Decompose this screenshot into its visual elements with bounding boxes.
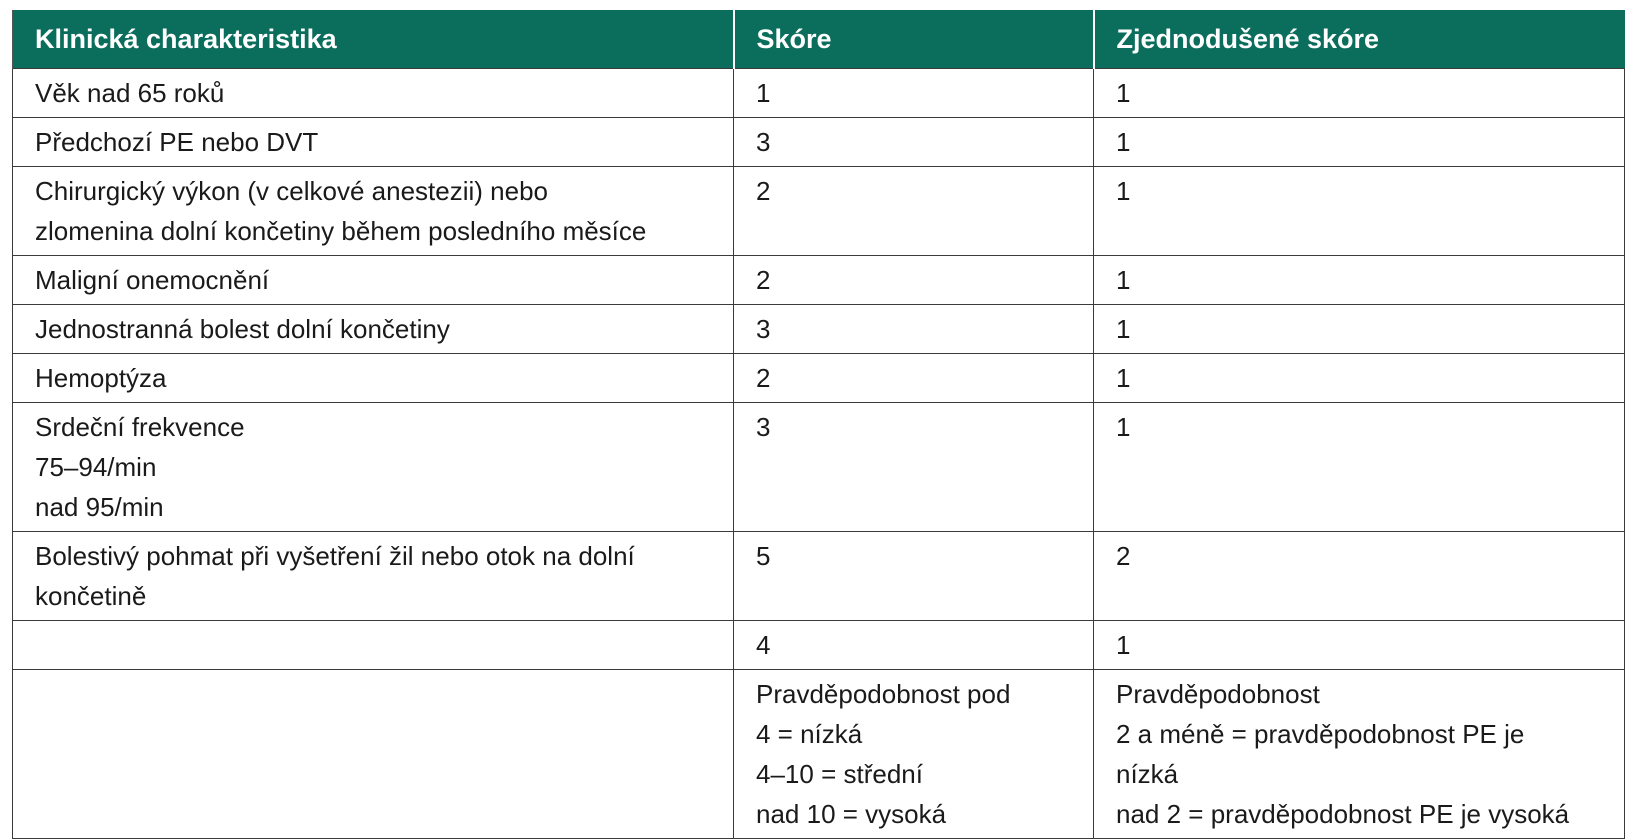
cell-line: Pravděpodobnost pod	[756, 679, 1011, 709]
cell-simplified-score	[1094, 69, 1625, 118]
cell-simplified-score	[1094, 167, 1625, 256]
table-row	[13, 256, 1625, 305]
cell-line: 4 = nízká	[756, 719, 863, 749]
cell-line: 1	[1116, 265, 1131, 295]
table-row	[13, 670, 1625, 839]
cell-line: 2	[756, 265, 771, 295]
cell-line: nad 10 = vysoká	[756, 799, 947, 829]
cell-line: končetině	[35, 581, 147, 611]
table-row	[13, 354, 1625, 403]
cell-score	[734, 354, 1094, 403]
cell-line: 3	[756, 412, 771, 442]
cell-characteristic	[13, 118, 734, 167]
cell-simplified-score	[1094, 256, 1625, 305]
cell-line: 1	[1116, 314, 1131, 344]
cell-line: 3	[756, 127, 771, 157]
header-score: Skóre	[734, 10, 1094, 69]
cell-characteristic	[13, 670, 734, 839]
cell-simplified-score	[1094, 621, 1625, 670]
cell-line: 1	[1116, 412, 1131, 442]
cell-score	[734, 256, 1094, 305]
cell-line: 5	[756, 541, 771, 571]
cell-characteristic	[13, 532, 734, 621]
table-row	[13, 532, 1625, 621]
cell-score	[734, 532, 1094, 621]
header-simplified-score: Zjednodušené skóre	[1094, 10, 1625, 69]
header-clinical-characteristic: Klinická charakteristika	[13, 10, 734, 69]
cell-line: Jednostranná bolest dolní končetiny	[35, 314, 450, 344]
table-row	[13, 69, 1625, 118]
cell-line: 75–94/min	[35, 452, 157, 482]
cell-simplified-score	[1094, 305, 1625, 354]
cell-characteristic	[13, 69, 734, 118]
cell-line: 1	[1116, 176, 1131, 206]
cell-line: 1	[1116, 363, 1131, 393]
cell-line: Maligní onemocnění	[35, 265, 270, 295]
cell-line: 2	[1116, 541, 1131, 571]
header-row	[13, 10, 1625, 69]
cell-score	[734, 167, 1094, 256]
cell-simplified-score	[1094, 532, 1625, 621]
cell-simplified-score	[1094, 670, 1625, 839]
table-body	[13, 69, 1625, 839]
cell-characteristic	[13, 403, 734, 532]
cell-line: 4	[756, 630, 771, 660]
cell-characteristic	[13, 354, 734, 403]
cell-line: Hemoptýza	[35, 363, 167, 393]
cell-line: 1	[1116, 78, 1131, 108]
table-row	[13, 403, 1625, 532]
cell-line: Předchozí PE nebo DVT	[35, 127, 319, 157]
cell-line: Srdeční frekvence	[35, 412, 245, 442]
cell-score	[734, 305, 1094, 354]
cell-line: nad 2 = pravděpodobnost PE je vysoká	[1116, 799, 1570, 829]
score-table-container	[12, 10, 1624, 839]
cell-line: Věk nad 65 roků	[35, 78, 225, 108]
table-row	[13, 305, 1625, 354]
cell-score	[734, 670, 1094, 839]
cell-line: nad 95/min	[35, 492, 164, 522]
cell-score	[734, 621, 1094, 670]
cell-score	[734, 403, 1094, 532]
table-header	[13, 10, 1625, 69]
table-row	[13, 118, 1625, 167]
cell-line: 4–10 = střední	[756, 759, 923, 789]
table-row	[13, 621, 1625, 670]
cell-score	[734, 69, 1094, 118]
cell-line: 2 a méně = pravděpodobnost PE je	[1116, 719, 1525, 749]
cell-characteristic	[13, 305, 734, 354]
cell-line: zlomenina dolní končetiny během posledního měsíce	[35, 216, 647, 246]
cell-characteristic	[13, 256, 734, 305]
cell-characteristic	[13, 167, 734, 256]
clinical-score-table	[12, 10, 1625, 839]
cell-line: Bolestivý pohmat při vyšetření žil nebo otok na dolní	[35, 541, 635, 571]
cell-line: nízká	[1116, 759, 1179, 789]
cell-line: 3	[756, 314, 771, 344]
cell-line: 1	[756, 78, 771, 108]
cell-line: 2	[756, 176, 771, 206]
cell-line: 2	[756, 363, 771, 393]
cell-line: 1	[1116, 630, 1131, 660]
cell-line: 1	[1116, 127, 1131, 157]
cell-score	[734, 118, 1094, 167]
cell-simplified-score	[1094, 118, 1625, 167]
table-row	[13, 167, 1625, 256]
cell-characteristic	[13, 621, 734, 670]
cell-line: Pravděpodobnost	[1116, 679, 1320, 709]
cell-line: Chirurgický výkon (v celkové anestezii) nebo	[35, 176, 548, 206]
cell-simplified-score	[1094, 354, 1625, 403]
cell-simplified-score	[1094, 403, 1625, 532]
